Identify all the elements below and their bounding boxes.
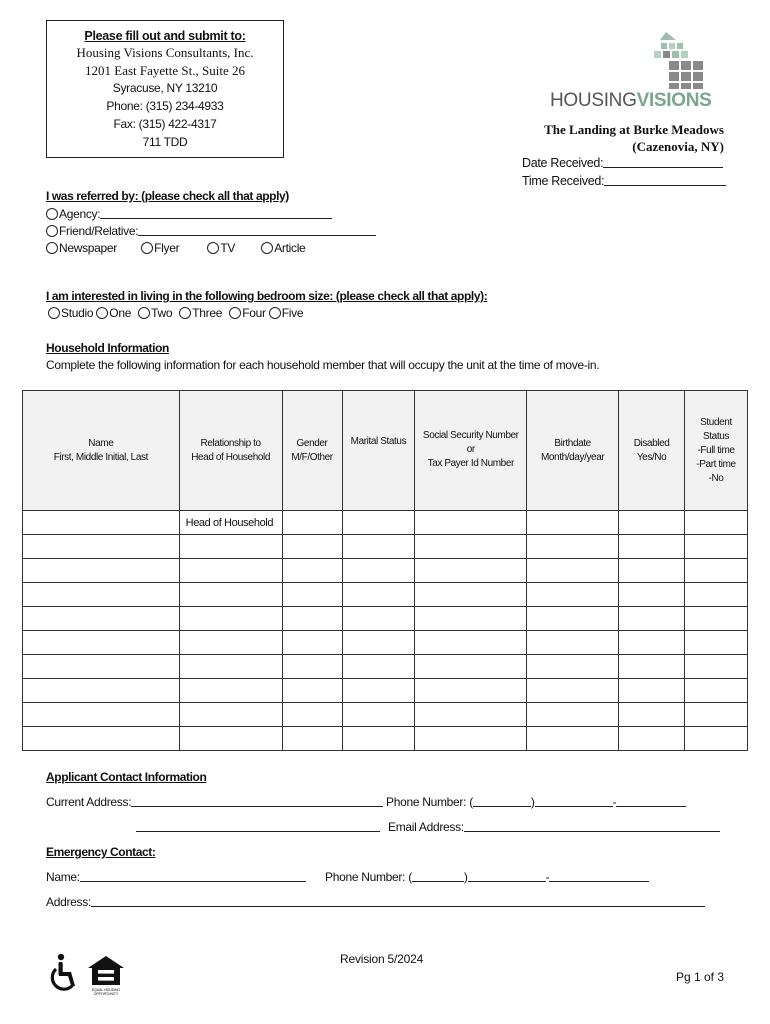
emergency-address-field[interactable] <box>91 895 705 907</box>
contact-address-row-2 <box>136 820 380 834</box>
contact-phone-row: Phone Number: ( ) - <box>386 795 686 809</box>
table-cell[interactable] <box>282 535 342 559</box>
emergency-name-row <box>46 870 306 884</box>
article-radio[interactable] <box>261 242 273 254</box>
company-name: Housing Visions Consultants, Inc. <box>76 45 254 60</box>
table-cell[interactable] <box>527 679 619 703</box>
table-cell[interactable] <box>685 583 748 607</box>
phone-area-field[interactable] <box>473 795 531 807</box>
table-cell[interactable] <box>23 583 180 607</box>
table-row <box>23 655 748 679</box>
table-cell[interactable] <box>342 511 415 535</box>
date-received-label: Date Received: <box>522 156 604 170</box>
table-row <box>23 631 748 655</box>
office-tdd: 711 TDD <box>142 135 188 149</box>
table-cell[interactable] <box>415 583 527 607</box>
table-cell[interactable] <box>685 535 748 559</box>
referral-heading: I was referred by: (please check all that apply) <box>46 189 289 203</box>
table-cell[interactable] <box>619 535 685 559</box>
table-cell[interactable] <box>685 607 748 631</box>
accessibility-eho-icons <box>48 952 128 997</box>
table-cell[interactable] <box>415 727 527 751</box>
household-table <box>22 390 748 751</box>
newspaper-radio[interactable] <box>46 242 58 254</box>
household-header-row <box>23 391 748 511</box>
table-cell[interactable] <box>619 655 685 679</box>
emergency-phone-row: Phone Number: ( ) - <box>325 870 649 884</box>
table-cell[interactable] <box>527 655 619 679</box>
table-cell[interactable] <box>619 679 685 703</box>
emergency-heading: Emergency Contact: <box>46 845 156 859</box>
table-cell[interactable] <box>282 607 342 631</box>
newspaper-label: Newspaper <box>59 241 117 255</box>
table-cell[interactable] <box>23 607 180 631</box>
household-body <box>23 511 748 751</box>
table-row <box>23 727 748 751</box>
table-cell[interactable] <box>23 727 180 751</box>
table-cell[interactable] <box>415 607 527 631</box>
revision-label: Revision 5/2024 <box>340 952 424 966</box>
table-cell[interactable] <box>527 559 619 583</box>
four-radio[interactable] <box>229 307 241 319</box>
table-cell[interactable] <box>685 679 748 703</box>
friend-label: Friend/Relative: <box>59 224 139 238</box>
emergency-address-label: Address: <box>46 895 91 909</box>
table-cell[interactable] <box>415 511 527 535</box>
studio-radio[interactable] <box>48 307 60 319</box>
col-gender: Gender M/F/Other <box>282 391 342 511</box>
table-cell[interactable] <box>342 631 415 655</box>
street-address: 1201 East Fayette St., Suite 26 <box>85 63 245 78</box>
submit-heading: Please fill out and submit to: <box>84 29 246 43</box>
table-cell[interactable] <box>179 583 282 607</box>
three-radio[interactable] <box>179 307 191 319</box>
table-cell[interactable] <box>415 655 527 679</box>
table-row <box>23 607 748 631</box>
studio-label: Studio <box>61 306 94 320</box>
submit-info-box <box>46 20 284 158</box>
table-cell[interactable] <box>23 703 180 727</box>
table-cell[interactable] <box>282 511 342 535</box>
table-cell[interactable] <box>527 511 619 535</box>
table-cell[interactable] <box>415 631 527 655</box>
table-cell[interactable] <box>282 703 342 727</box>
table-cell[interactable] <box>619 607 685 631</box>
table-cell[interactable] <box>282 559 342 583</box>
office-phone: Phone: (315) 234-4933 <box>106 99 224 113</box>
table-cell[interactable] <box>619 511 685 535</box>
table-cell[interactable] <box>342 583 415 607</box>
current-address-field-2[interactable] <box>136 820 380 832</box>
table-cell[interactable] <box>527 727 619 751</box>
table-cell[interactable] <box>619 631 685 655</box>
table-row <box>23 703 748 727</box>
table-cell[interactable] <box>342 727 415 751</box>
three-label: Three <box>192 306 223 320</box>
two-label: Two <box>151 306 173 320</box>
five-radio[interactable] <box>269 307 281 319</box>
phone-prefix-field[interactable] <box>535 795 613 807</box>
table-cell[interactable] <box>527 607 619 631</box>
table-cell[interactable] <box>619 703 685 727</box>
col-marital-status: Marital Status <box>342 391 415 511</box>
current-address-field[interactable] <box>131 795 383 807</box>
emergency-name-label: Name: <box>46 870 80 884</box>
col-relationship: Relationship to Head of Household <box>179 391 282 511</box>
logo-word-housing: HOUSING <box>550 90 637 111</box>
table-cell[interactable] <box>282 655 342 679</box>
table-cell[interactable] <box>342 559 415 583</box>
table-cell[interactable] <box>527 583 619 607</box>
table-cell[interactable] <box>415 703 527 727</box>
current-address-label: Current Address: <box>46 795 132 809</box>
time-received-label: Time Received: <box>522 174 605 188</box>
table-cell[interactable] <box>415 535 527 559</box>
five-label: Five <box>281 306 304 320</box>
emergency-phone-prefix-field[interactable] <box>468 870 546 882</box>
col-student-status: Student Status -Full time -Part time -No <box>685 391 748 511</box>
property-name: The Landing at Burke Meadows <box>544 122 724 137</box>
table-cell[interactable] <box>179 559 282 583</box>
contact-address-row <box>46 795 383 809</box>
phone-label: Phone Number: <box>386 795 467 809</box>
table-cell[interactable] <box>23 535 180 559</box>
table-cell[interactable] <box>282 631 342 655</box>
logo-word-visions: VISIONS <box>636 90 712 111</box>
table-cell[interactable] <box>179 703 282 727</box>
table-cell[interactable] <box>415 679 527 703</box>
friend-field[interactable] <box>138 224 376 236</box>
referral-agency-row <box>46 207 332 221</box>
col-name: Name First, Middle Initial, Last <box>23 391 180 511</box>
article-label: Article <box>274 241 306 255</box>
agency-radio[interactable] <box>46 208 58 220</box>
bedroom-heading: I am interested in living in the following bedroom size: (please check all that apply): <box>46 289 488 303</box>
equal-housing-icon <box>88 956 124 985</box>
table-cell[interactable] <box>342 535 415 559</box>
email-label: Email Address: <box>388 820 464 834</box>
wheelchair-icon <box>52 954 75 989</box>
phone-line-field[interactable] <box>616 795 686 807</box>
table-row <box>23 535 748 559</box>
referral-options-row <box>46 241 305 255</box>
logo-wordmark <box>550 90 712 112</box>
table-row <box>23 583 748 607</box>
contact-email-row <box>388 820 720 834</box>
tv-radio[interactable] <box>207 242 219 254</box>
table-cell[interactable] <box>527 631 619 655</box>
table-cell[interactable] <box>619 583 685 607</box>
table-cell[interactable] <box>23 559 180 583</box>
table-cell[interactable] <box>619 727 685 751</box>
table-cell[interactable] <box>685 631 748 655</box>
table-row <box>23 559 748 583</box>
table-cell[interactable] <box>23 631 180 655</box>
flyer-label: Flyer <box>154 241 180 255</box>
household-heading: Household Information <box>46 341 169 355</box>
page-number: Pg 1 of 3 <box>675 970 724 984</box>
property-location: (Cazenovia, NY) <box>632 139 724 154</box>
table-cell[interactable] <box>527 535 619 559</box>
table-cell[interactable] <box>685 727 748 751</box>
table-cell[interactable] <box>23 679 180 703</box>
household-instruction: Complete the following information for each household member that will occupy the unit at the time of move-in. <box>46 358 600 372</box>
table-cell[interactable] <box>685 703 748 727</box>
referral-friend-row <box>46 224 376 238</box>
table-cell[interactable] <box>179 679 282 703</box>
tv-label: TV <box>220 241 236 255</box>
eho-caption: EQUAL HOUSING <box>91 988 121 992</box>
contact-heading: Applicant Contact Information <box>46 770 207 784</box>
property-block <box>544 121 724 155</box>
emergency-phone-area-field[interactable] <box>412 870 464 882</box>
one-radio[interactable] <box>96 307 108 319</box>
table-cell[interactable] <box>179 727 282 751</box>
table-cell[interactable] <box>282 583 342 607</box>
table-cell[interactable] <box>179 655 282 679</box>
col-birthdate: Birthdate Month/day/year <box>527 391 619 511</box>
table-cell[interactable] <box>342 703 415 727</box>
table-cell[interactable] <box>23 511 180 535</box>
emergency-phone-label: Phone Number: <box>325 870 406 884</box>
table-cell[interactable] <box>619 559 685 583</box>
friend-radio[interactable] <box>46 225 58 237</box>
head-of-household-cell[interactable]: Head of Household <box>179 511 282 535</box>
table-cell[interactable] <box>282 679 342 703</box>
agency-field[interactable] <box>100 207 332 219</box>
table-cell[interactable] <box>179 607 282 631</box>
table-cell[interactable] <box>282 727 342 751</box>
table-cell[interactable] <box>342 607 415 631</box>
one-label: One <box>109 306 132 320</box>
svg-text:OPPORTUNITY: OPPORTUNITY <box>93 992 119 996</box>
table-cell[interactable] <box>685 559 748 583</box>
email-field[interactable] <box>464 820 720 832</box>
agency-label: Agency: <box>59 207 101 221</box>
table-cell[interactable] <box>685 511 748 535</box>
table-cell[interactable] <box>342 655 415 679</box>
table-cell[interactable] <box>527 703 619 727</box>
bedroom-options-row <box>48 306 303 320</box>
two-radio[interactable] <box>138 307 150 319</box>
table-cell[interactable] <box>415 559 527 583</box>
table-cell[interactable] <box>23 655 180 679</box>
flyer-radio[interactable] <box>141 242 153 254</box>
received-block <box>522 154 726 190</box>
emergency-phone-line-field[interactable] <box>549 870 649 882</box>
col-ssn: Social Security Number or Tax Payer Id Number <box>415 391 527 511</box>
emergency-address-row <box>46 895 705 909</box>
table-cell[interactable] <box>179 535 282 559</box>
table-cell[interactable] <box>179 631 282 655</box>
table-cell[interactable] <box>685 655 748 679</box>
date-received-field[interactable] <box>603 156 723 168</box>
col-disabled: Disabled Yes/No <box>619 391 685 511</box>
emergency-name-field[interactable] <box>80 870 306 882</box>
table-row <box>23 511 748 535</box>
office-fax: Fax: (315) 422-4317 <box>113 117 217 131</box>
four-label: Four <box>242 306 266 320</box>
time-received-field[interactable] <box>604 174 726 186</box>
table-row <box>23 679 748 703</box>
city-address: Syracuse, NY 13210 <box>112 81 218 95</box>
table-cell[interactable] <box>342 679 415 703</box>
